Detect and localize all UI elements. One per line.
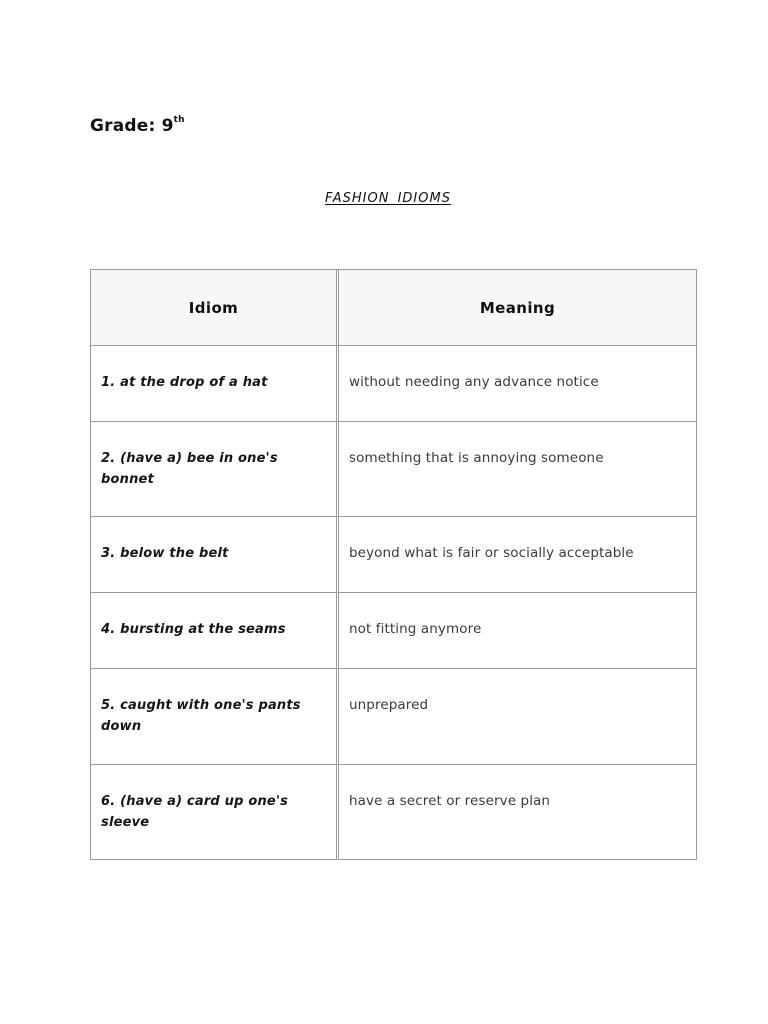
column-header-idiom: Idiom <box>91 270 339 346</box>
idiom-cell: 4. bursting at the seams <box>91 593 339 669</box>
grade-label: Grade: 9 <box>90 116 174 136</box>
meaning-cell: not fitting anymore <box>339 593 697 669</box>
table-row <box>91 346 697 422</box>
meaning-cell: beyond what is fair or socially acceptable <box>339 517 697 593</box>
table-row <box>91 765 697 860</box>
meaning-cell: without needing any advance notice <box>339 346 697 422</box>
idiom-cell: 1. at the drop of a hat <box>91 346 339 422</box>
idiom-cell: 2. (have a) bee in one's bonnet <box>91 422 339 517</box>
grade-heading <box>90 116 185 136</box>
table-header-row <box>91 270 697 346</box>
grade-suffix: th <box>173 115 185 126</box>
idiom-cell: 3. below the belt <box>91 517 339 593</box>
meaning-cell: unprepared <box>339 669 697 765</box>
page-title <box>0 191 768 206</box>
table-row <box>91 422 697 517</box>
table-row <box>91 669 697 765</box>
column-header-meaning: Meaning <box>339 270 697 346</box>
idiom-cell: 5. caught with one's pants down <box>91 669 339 765</box>
meaning-cell: something that is annoying someone <box>339 422 697 517</box>
meaning-cell: have a secret or reserve plan <box>339 765 697 860</box>
idiom-cell: 6. (have a) card up one's sleeve <box>91 765 339 860</box>
idioms-table <box>90 269 697 860</box>
page-title-text: FASHION IDIOMS <box>325 191 451 206</box>
table-row <box>91 517 697 593</box>
table-row <box>91 593 697 669</box>
